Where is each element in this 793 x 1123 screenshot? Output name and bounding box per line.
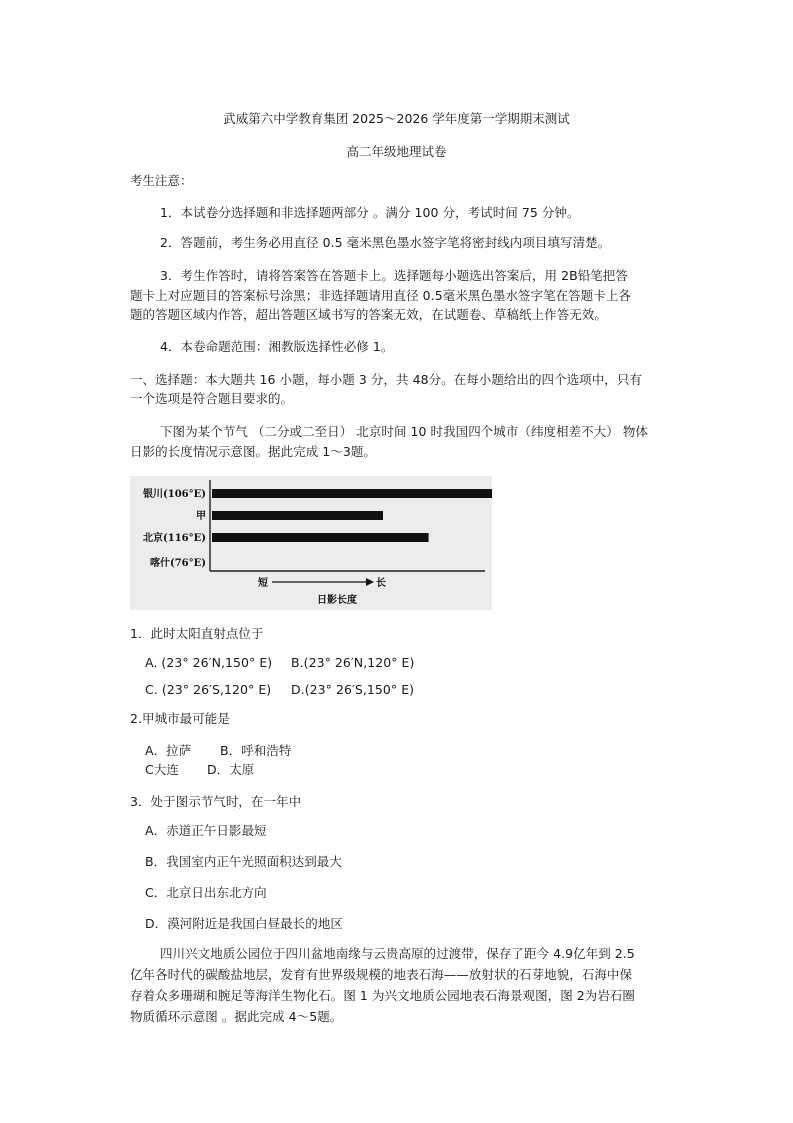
q3-option-a: A．赤道正午日影最短 xyxy=(145,823,267,838)
shadow-length-chart xyxy=(130,476,492,610)
q2-option-a: A．拉萨 xyxy=(145,743,192,758)
notice-item-3-cont2: 题的答题区域内作答，超出答题区域书写的答案无效，在试题卷、草稿纸上作答无效。 xyxy=(130,307,607,322)
notice-item-2: 2．答题前，考生务必用直径 0.5 毫米黑色墨水签字笔将密封线内项目填写清楚。 xyxy=(160,235,611,250)
exam-title: 武威第六中学教育集团 2025～2026 学年度第一学期期末测试 xyxy=(223,111,570,126)
notice-item-3-cont: 题卡上对应题目的答案标号涂黑；非选择题请用直径 0.5毫米黑色墨水签字笔在答题卡上各 xyxy=(130,288,631,303)
shadow-bar xyxy=(212,533,429,542)
exam-subtitle: 高二年级地理试卷 xyxy=(346,144,447,159)
passage-1-line2: 日影的长度情况示意图。据此完成 1～3题。 xyxy=(130,444,376,459)
notice-heading: 考生注意： xyxy=(130,173,193,188)
city-label: 北京(116°E) xyxy=(143,533,206,544)
notice-item-4: 4．本卷命题范围：湘教版选择性必修 1。 xyxy=(160,339,394,354)
direction-arrow-head xyxy=(366,578,374,586)
q3-stem: 3．处于图示节气时，在一年中 xyxy=(130,794,302,809)
q1-option-d: D.(23° 26′S,150° E) xyxy=(291,682,415,697)
city-label: 银川(106°E) xyxy=(143,489,206,500)
passage-2-line1: 四川兴文地质公园位于四川盆地南缘与云贵高原的过渡带，保存了距今 4.9亿年到 2.5 xyxy=(160,946,635,961)
q2-option-b: B．呼和浩特 xyxy=(220,743,292,758)
q3-option-d: D．漠河附近是我国白昼最长的地区 xyxy=(145,916,343,931)
x-axis-label: 日影长度 xyxy=(317,595,357,606)
city-label: 喀什(76°E) xyxy=(149,558,206,569)
q1-stem: 1．此时太阳直射点位于 xyxy=(130,626,264,641)
q3-option-b: B．我国室内正午光照面积达到最大 xyxy=(145,854,342,869)
q2-option-c: C大连 xyxy=(145,762,179,777)
section-heading-line2: 一个选项是符合题目要求的。 xyxy=(130,391,294,406)
passage-2-line2: 亿年各时代的碳酸盐地层，发育有世界级规模的地表石海——放射状的石芽地貌，石海中保 xyxy=(130,967,633,982)
q3-option-c: C．北京日出东北方向 xyxy=(145,885,267,900)
axis-short-label: 短 xyxy=(258,578,268,589)
q2-stem: 2.甲城市最可能是 xyxy=(130,711,230,726)
q2-option-d: D．太原 xyxy=(207,762,255,777)
passage-1-line1: 下图为某个节气 （二分或二至日） 北京时间 10 时我国四个城市（纬度相差不大） 物体 xyxy=(160,424,648,439)
notice-item-3: 3．考生作答时，请将答案答在答题卡上。选择题每小题选出答案后，用 2B铅笔把答 xyxy=(160,268,628,283)
notice-item-1: 1．本试卷分选择题和非选择题两部分 。满分 100 分，考试时间 75 分钟。 xyxy=(160,205,580,220)
q1-option-c: C. (23° 26′S,120° E) xyxy=(145,682,272,697)
passage-2-line4: 物质循环示意图 。据此完成 4～5题。 xyxy=(130,1009,343,1024)
section-heading-line1: 一、选择题：本大题共 16 小题，每小题 3 分，共 48分。在每小题给出的四个选项中，只有 xyxy=(130,372,642,387)
city-label: 甲 xyxy=(196,511,206,522)
passage-2-line3: 存着众多珊瑚和腕足等海洋生物化石。图 1 为兴文地质公园地表石海景观图，图 2为岩石圈 xyxy=(130,988,635,1003)
q1-option-b: B.(23° 26′N,120° E) xyxy=(291,655,415,670)
q1-option-a: A. (23° 26′N,150° E) xyxy=(145,655,273,670)
shadow-bar xyxy=(212,511,383,520)
shadow-bar xyxy=(212,489,492,498)
axis-long-label: 长 xyxy=(376,578,386,589)
